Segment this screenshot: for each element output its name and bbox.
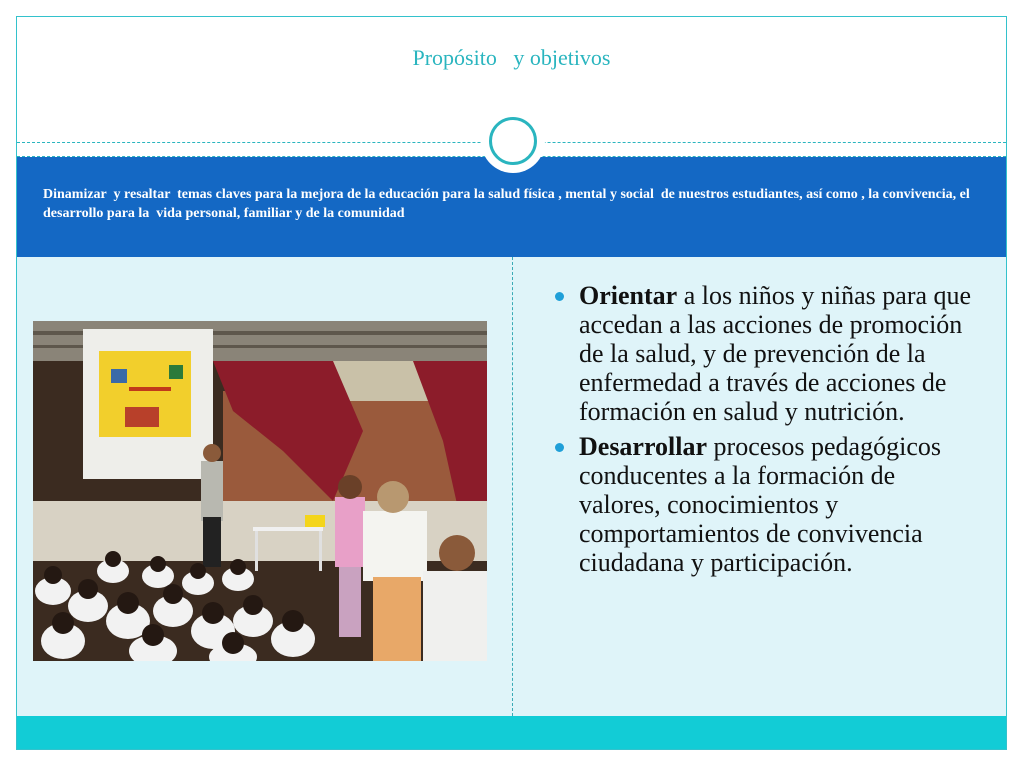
content-area (17, 257, 1006, 716)
slide (16, 16, 1007, 750)
slide-title: Propósito y objetivos (412, 45, 611, 70)
list-item (541, 281, 981, 426)
bullet-lead: Orientar (579, 281, 678, 310)
decorative-circle-icon (481, 109, 545, 173)
decorative-ring (489, 117, 537, 165)
slide-subtitle: Dinamizar y resaltar temas claves para la mejora de la educación para la salud física , mental y social de nuestros estudiantes, así como , la convivencia, el desarrollo para la vida personal, familiar y de la comunidad (43, 187, 974, 221)
list-item (541, 432, 981, 577)
photo-illustration (33, 321, 487, 661)
footer-band (17, 716, 1006, 750)
bullet-icon (555, 443, 564, 452)
objectives-list (541, 281, 981, 583)
column-divider (512, 257, 513, 716)
bullet-lead: Desarrollar (579, 432, 708, 461)
bullet-text: a los niños y niñas para que accedan a las acciones de promoción de la salud, y de prevención de la enfermedad a través de acciones de formación en salud y nutrición. (579, 281, 972, 426)
classroom-presentation-photo (33, 321, 487, 661)
bullet-icon (555, 292, 564, 301)
bullet-text: procesos pedagógicos conducentes a la formación de valores, conocimientos y comportamientos de convivencia ciudadana y participación. (579, 432, 941, 577)
